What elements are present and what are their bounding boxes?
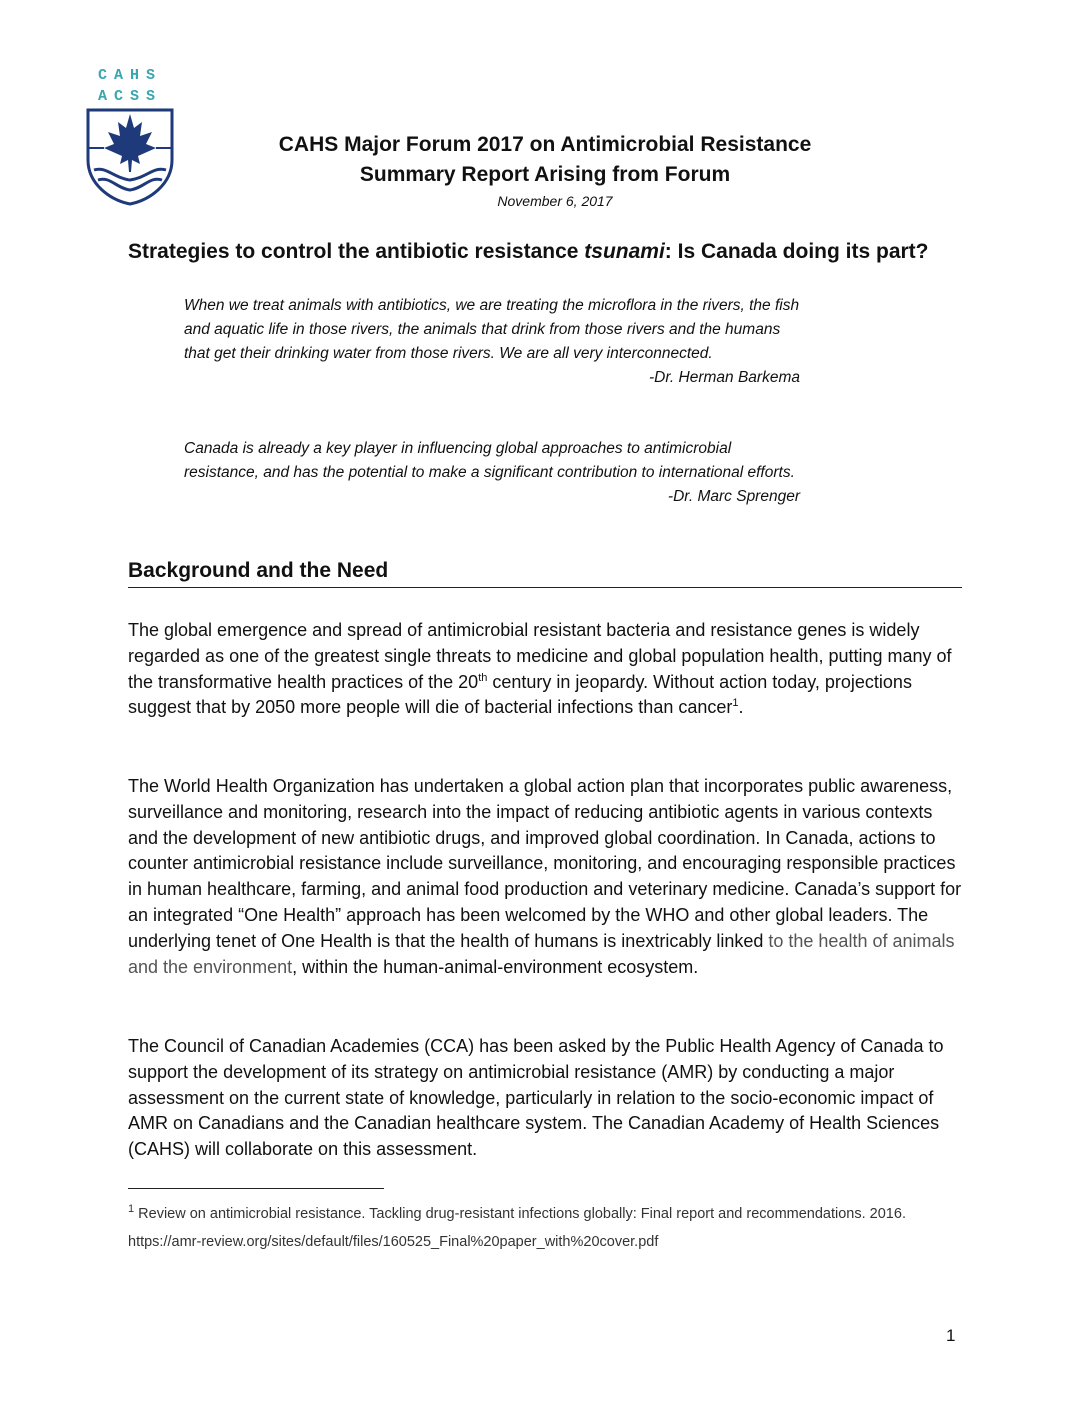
section-heading: Background and the Need	[128, 559, 962, 588]
cahs-logo	[84, 66, 176, 206]
quote-sprenger	[184, 437, 804, 509]
paragraph-who-action-plan	[128, 774, 963, 980]
page-number: 1	[946, 1326, 956, 1345]
quote-attribution: -Dr. Herman Barkema	[648, 369, 800, 386]
text-run: , within the human-animal-environment ecosystem.	[292, 956, 699, 977]
quote-text: When we treat animals with antibiotics, we are treating the microflora in the rivers, the fish and aquatic life in those rivers, the animals that drink from those rivers and the humans that get their drinking water from those rivers. We are all very interconnected.	[184, 297, 800, 362]
text-run: .	[738, 697, 744, 718]
headline	[128, 240, 929, 264]
footnote-reference: 1	[732, 697, 739, 710]
headline-part-2: : Is Canada doing its part?	[664, 240, 929, 263]
text-run: The global emergence and spread of antimicrobial resistant bacteria and resistance genes is widely regarded as one of the greatest single threats to medicine and global population health, putting many of the transformative health practices of the 20	[128, 620, 952, 692]
quote-attribution: -Dr. Marc Sprenger	[667, 488, 800, 505]
footnote-divider	[128, 1188, 384, 1189]
superscript: th	[478, 671, 488, 684]
report-header	[260, 130, 830, 212]
logo-text-cahs: CAHS	[97, 67, 162, 84]
paragraph-global-emergence	[128, 618, 963, 721]
headline-part-1: Strategies to control the antibiotic resistance	[128, 240, 585, 263]
maple-leaf-shield-icon	[84, 108, 176, 206]
text-run: century in jeopardy. Without action today, projections suggest that by 2050 more people will die of bacterial infections than cancer	[128, 671, 912, 718]
footnote	[128, 1200, 968, 1256]
report-title: CAHS Major Forum 2017 on Antimicrobial Resistance	[278, 133, 812, 156]
text-run: The World Health Organization has undertaken a global action plan that incorporates public awareness, surveillance and monitoring, research into the impact of reducing antibiotic agents in various contexts and the development of new antibiotic drugs, and improved global coordination. In Canada, actions to counter antimicrobial resistance include surveillance, monitoring, and encouraging responsible practices in human healthcare, farming, and animal food production and veterinary medicine. Canada’s support for an integrated “One Health” approach has been welcomed by the WHO and other global leaders. The underlying tenet of One Health is that the health of humans is inextricably linked	[128, 776, 962, 951]
paragraph-cca-assessment: The Council of Canadian Academies (CCA) has been asked by the Public Health Agency of Canada to support the development of its strategy on antimicrobial resistance (AMR) by conducting a major assessment on the current state of knowledge, particularly in relation to the socio-economic impact of AMR on Canadians and the Canadian healthcare system. The Canadian Academy of Health Sciences (CAHS) will collaborate on this assessment.	[128, 1036, 944, 1160]
quote-text: Canada is already a key player in influencing global approaches to antimicrobial resistance, and has the potential to make a significant contribution to international efforts.	[184, 440, 795, 481]
logo-text-acss: ACSS	[97, 88, 162, 105]
text-run-grey: to the health of animals and the environment	[128, 930, 955, 977]
footnote-text: Review on antimicrobial resistance. Tackling drug-resistant infections globally: Final report and recommendations. 2016. https://amr-review.org/sites/default/files/160525_Final%20paper_with%20cover.pdf	[128, 1206, 906, 1250]
headline-emphasis: tsunami	[584, 240, 665, 263]
quote-barkema	[184, 294, 804, 390]
report-subtitle: Summary Report Arising from Forum	[359, 163, 731, 186]
report-date: November 6, 2017	[497, 193, 613, 209]
footnote-marker: 1	[128, 1203, 135, 1216]
